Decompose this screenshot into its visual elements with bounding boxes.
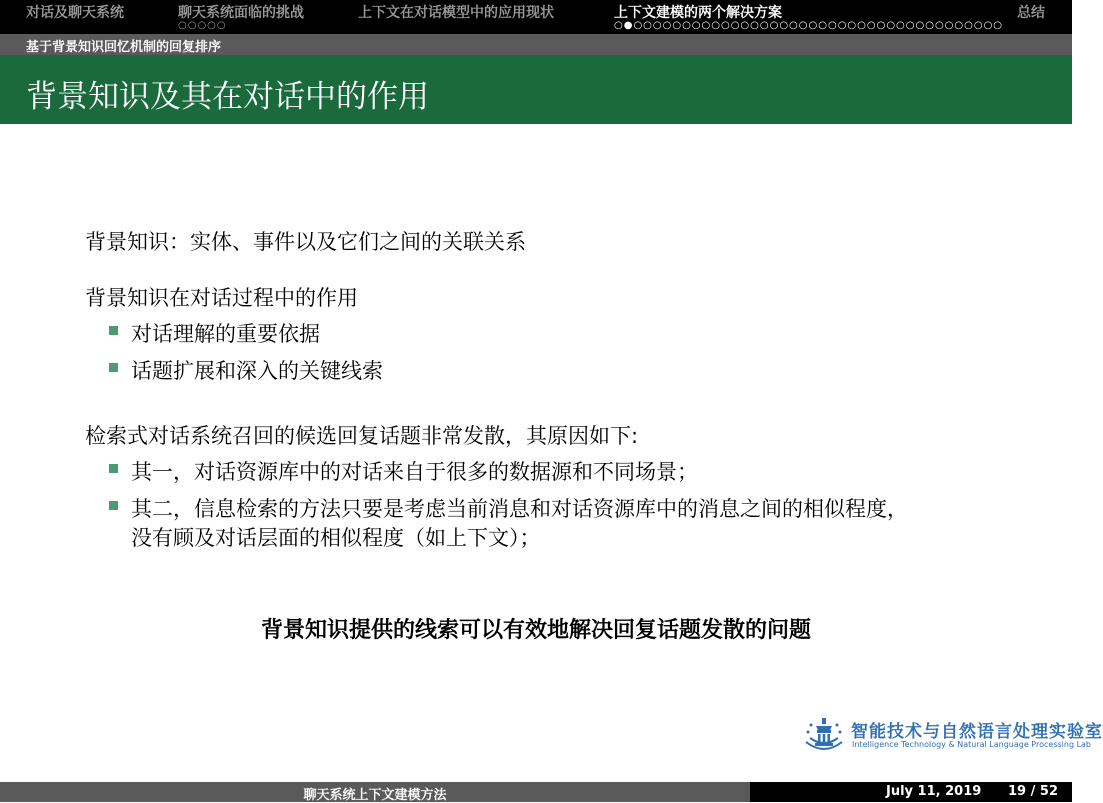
frame-title: 背景知识及其在对话中的作用 xyxy=(26,79,429,115)
roles-heading: 背景知识在对话过程中的作用 xyxy=(85,286,358,310)
subsection-bar xyxy=(0,34,1072,55)
section-navigation-bar xyxy=(0,0,1072,34)
nav-section-two-solutions-dots[interactable]: ○●○○○○○○○○○○○○○○○○○○○○○○○○○○○○○○○○○○○○○○ xyxy=(614,20,1004,31)
conclusion-statement: 背景知识提供的线索可以有效地解决回复话题发散的问题 xyxy=(260,618,811,643)
reasons-heading: 检索式对话系统召回的候选回复话题非常发散，其原因如下: xyxy=(85,424,639,448)
nav-section-dialogue-and-chat[interactable]: 对话及聊天系统 xyxy=(26,5,124,21)
footer-date: July 11, 2019 xyxy=(886,784,982,799)
footer-info-bar xyxy=(750,782,1072,802)
square-bullet-icon xyxy=(109,501,118,510)
square-bullet-icon xyxy=(109,326,118,335)
frame-title-bar xyxy=(0,55,1072,124)
nav-section-summary[interactable]: 总结 xyxy=(1017,5,1045,21)
list-item-text: 对话理解的重要依据 xyxy=(131,322,320,346)
list-item-text: 其一，对话资源库中的对话来自于很多的数据源和不同场景； xyxy=(131,460,698,484)
nav-section-challenges[interactable]: 聊天系统面临的挑战 xyxy=(178,5,304,21)
subsection-title[interactable]: 基于背景知识回忆机制的回复排序 xyxy=(26,40,222,55)
university-emblem-icon xyxy=(802,716,846,756)
square-bullet-icon xyxy=(109,363,118,372)
nav-section-context-applications[interactable]: 上下文在对话模型中的应用现状 xyxy=(358,5,554,21)
nav-section-challenges-dots[interactable]: ○○○○○ xyxy=(178,20,227,31)
list-item-text-continued: 没有顾及对话层面的相似程度（如上下文）； xyxy=(131,526,541,550)
footer-short-title[interactable]: 聊天系统上下文建模方法 xyxy=(303,788,447,803)
square-bullet-icon xyxy=(109,464,118,473)
nav-section-two-solutions[interactable]: 上下文建模的两个解决方案 xyxy=(614,5,782,21)
slide-body xyxy=(0,124,1072,782)
page-number: 19 / 52 xyxy=(1008,784,1058,799)
lab-logo xyxy=(800,714,1103,760)
list-item-text: 话题扩展和深入的关键线索 xyxy=(131,359,383,383)
lab-name-english: Intelligence Technology & Natural Language Processing Lab xyxy=(852,740,1091,749)
definition-line: 背景知识：实体、事件以及它们之间的关联关系 xyxy=(85,230,526,254)
list-item-text: 其二，信息检索的方法只要是考虑当前消息和对话资源库中的消息之间的相似程度， xyxy=(131,497,908,521)
footer-title-bar xyxy=(0,782,750,802)
lab-name: 智能技术与自然语言处理实验室 xyxy=(851,722,1103,742)
